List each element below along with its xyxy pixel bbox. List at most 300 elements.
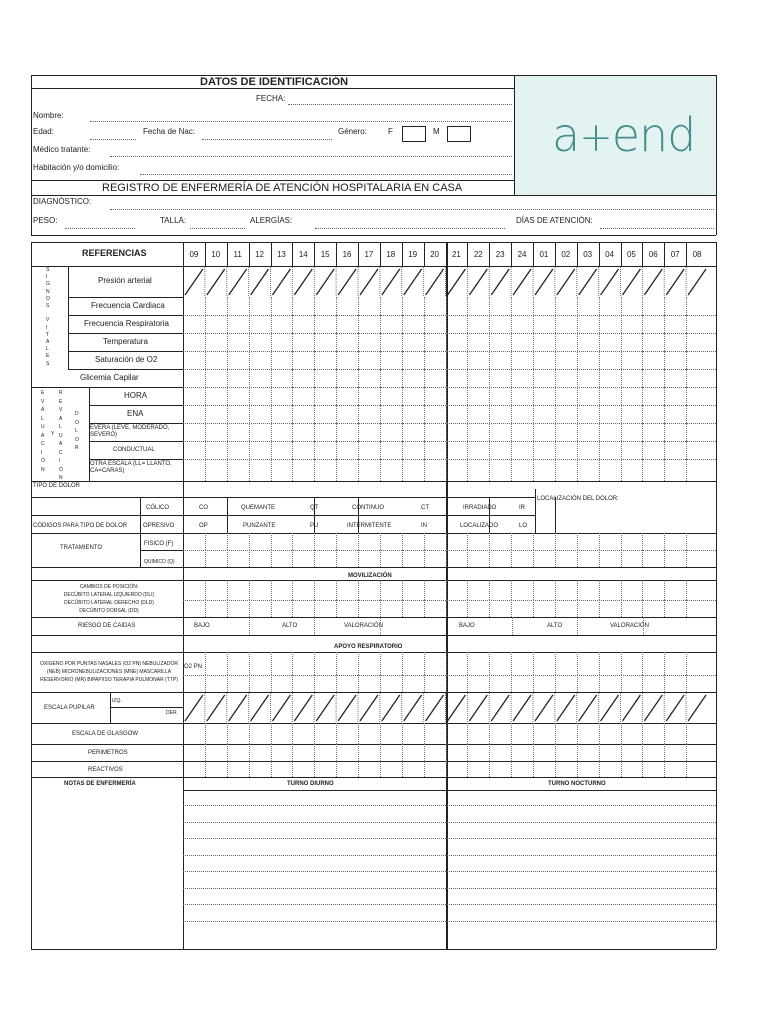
alergias-field[interactable] bbox=[315, 228, 505, 229]
tratamiento-quimico-cell-divider bbox=[205, 550, 206, 567]
hour-label: 13 bbox=[276, 250, 286, 259]
opresivo-label: OPRESIVO bbox=[143, 523, 175, 529]
code-pu: PU bbox=[310, 523, 319, 529]
notes-line[interactable] bbox=[183, 805, 716, 806]
apoyo-a-cell-divider bbox=[358, 652, 359, 675]
vital-row-9-cell-divider bbox=[489, 459, 490, 481]
grid-border bbox=[31, 761, 716, 762]
diagonal-divider bbox=[316, 695, 334, 721]
diagonal-divider bbox=[207, 695, 225, 721]
diagonal-divider bbox=[535, 695, 553, 721]
vital-row-1-cell-divider bbox=[227, 315, 228, 333]
movilizacion-b-cell-divider bbox=[292, 600, 293, 617]
apoyo-b-cell-divider bbox=[686, 675, 687, 692]
grid-border bbox=[31, 387, 183, 388]
movilizacion-a-cell-divider bbox=[292, 580, 293, 600]
notes-line[interactable] bbox=[183, 822, 716, 823]
vital-row-7-cell-divider bbox=[336, 423, 337, 441]
perimetros-cell-divider bbox=[336, 744, 337, 761]
riesgo-valoracion-2: VALORACIÓN bbox=[610, 623, 649, 629]
grid-border bbox=[314, 242, 315, 266]
reval-letter: A bbox=[59, 441, 63, 447]
dolor-letter: O bbox=[75, 436, 79, 443]
eval-letter: A bbox=[41, 432, 45, 439]
diagonal-divider bbox=[338, 269, 356, 295]
diagonal-divider bbox=[316, 269, 334, 295]
dias-field[interactable] bbox=[600, 228, 714, 229]
reactivos-cell-divider bbox=[314, 761, 315, 777]
vital-row-4-cell-divider bbox=[664, 369, 665, 387]
reactivos-cell-divider bbox=[227, 761, 228, 777]
vital-row-3-cell-divider bbox=[271, 351, 272, 369]
vital-row-2-cell-divider bbox=[249, 333, 250, 351]
vital-row-1-cell-divider bbox=[314, 315, 315, 333]
diagnostico-field[interactable] bbox=[110, 209, 714, 210]
apoyo-a-cell-divider bbox=[227, 652, 228, 675]
vital-row-9-cell-divider bbox=[511, 459, 512, 481]
ena-label: ENA bbox=[127, 409, 144, 418]
vital-row-7-cell-divider bbox=[446, 423, 447, 441]
vital-row-5-cell-divider bbox=[621, 387, 622, 405]
cambios-line: DECÚBITO LATERAL IZQUIERDO (DLI) bbox=[63, 592, 155, 598]
vital-row-1-cell-divider bbox=[292, 315, 293, 333]
diagonal-divider bbox=[360, 695, 378, 721]
notas-header: NOTAS DE ENFERMERÍA bbox=[64, 781, 136, 787]
apoyo-a-cell-divider bbox=[205, 652, 206, 675]
vital-row-7-cell-divider bbox=[664, 423, 665, 441]
apoyo-b-cell-divider bbox=[467, 675, 468, 692]
tratamiento-fisico-cell-divider bbox=[577, 533, 578, 550]
grid-border bbox=[314, 497, 315, 533]
o2pn-label: O2 PN bbox=[184, 664, 203, 670]
vital-row-6-cell-divider bbox=[555, 405, 556, 423]
tratamiento-fisico-cell-divider bbox=[533, 533, 534, 550]
fecha-nac-field[interactable] bbox=[202, 139, 332, 140]
vital-row-0-cell-divider bbox=[577, 297, 578, 315]
reactivos-cell-divider bbox=[424, 761, 425, 777]
vital-row-8-cell-divider bbox=[599, 441, 600, 459]
vital-row-3-cell-divider bbox=[249, 351, 250, 369]
fecha-field[interactable] bbox=[288, 104, 512, 105]
grid-border bbox=[716, 242, 717, 949]
vital-row-3-cell-divider bbox=[336, 351, 337, 369]
vital-row-6-cell-divider bbox=[642, 405, 643, 423]
vital-row-1-cell-divider bbox=[489, 315, 490, 333]
apoyo-a-cell-divider bbox=[533, 652, 534, 675]
vital-row-4-cell-divider bbox=[380, 369, 381, 387]
grid-border bbox=[31, 617, 716, 618]
vital-row-6-cell-divider bbox=[511, 405, 512, 423]
quimico-label: QUIMICO (Q) bbox=[144, 559, 175, 565]
grid-border bbox=[402, 242, 403, 266]
y-letter: Y bbox=[51, 431, 55, 437]
vital-row-2-cell-divider bbox=[358, 333, 359, 351]
vital-row-6-cell-divider bbox=[249, 405, 250, 423]
vital-row-0-cell-divider bbox=[467, 297, 468, 315]
cambios-line: CAMBIOS DE POSICIÓN: bbox=[79, 584, 139, 590]
diagonal-divider bbox=[491, 695, 509, 721]
riesgo-alto-2: ALTO bbox=[547, 623, 563, 629]
apoyo-a-cell-divider bbox=[555, 652, 556, 675]
vital-row-8-cell-divider bbox=[336, 441, 337, 459]
movilizacion-a-cell-divider bbox=[642, 580, 643, 600]
signos-letter: G bbox=[46, 281, 50, 288]
tratamiento-quimico-cell-divider bbox=[467, 550, 468, 567]
diagonal-divider bbox=[404, 695, 422, 721]
tratamiento-fisico-cell-divider bbox=[380, 533, 381, 550]
apoyo-a-cell-divider bbox=[292, 652, 293, 675]
vital-row-1-cell-divider bbox=[271, 315, 272, 333]
reactivos-cell-divider bbox=[555, 761, 556, 777]
tratamiento-quimico-cell-divider bbox=[446, 550, 447, 567]
code-irradiado: IRRADIADO bbox=[463, 505, 497, 511]
diagonal-divider bbox=[294, 269, 312, 295]
apoyo-a-cell-divider bbox=[577, 652, 578, 675]
vital-row-1-cell-divider bbox=[642, 315, 643, 333]
apoyo-b-cell-divider bbox=[621, 675, 622, 692]
border bbox=[31, 180, 514, 181]
hour-label: 15 bbox=[320, 250, 330, 259]
vital-row-1-cell-divider bbox=[664, 315, 665, 333]
perimetros-cell-divider bbox=[642, 744, 643, 761]
movilizacion-a-cell-divider bbox=[314, 580, 315, 600]
diagonal-divider bbox=[513, 269, 531, 295]
hour-label: 11 bbox=[233, 250, 242, 259]
notes-line[interactable] bbox=[183, 921, 716, 922]
vital-row-4-cell-divider bbox=[642, 369, 643, 387]
grid-border bbox=[511, 242, 512, 266]
grid-border bbox=[31, 515, 535, 516]
dolor-letter: L bbox=[75, 428, 78, 434]
diagonal-divider bbox=[338, 695, 356, 721]
vital-row-6-cell-divider bbox=[314, 405, 315, 423]
peso-field[interactable] bbox=[65, 228, 135, 229]
diagonal-divider bbox=[426, 269, 444, 295]
escala-pupilar-cells[interactable] bbox=[183, 693, 716, 723]
vital-row-2-cell-divider bbox=[292, 333, 293, 351]
border bbox=[31, 75, 716, 76]
vital-row-4-cell-divider bbox=[467, 369, 468, 387]
vital-row-9-cell-divider bbox=[205, 459, 206, 481]
colico-label: CÓLICO bbox=[146, 505, 170, 511]
reval-letter: C bbox=[59, 449, 63, 456]
vital-row-0-cell-divider bbox=[380, 297, 381, 315]
tratamiento-quimico-cell-divider bbox=[227, 550, 228, 567]
vital-row-0-cell-divider bbox=[642, 297, 643, 315]
vital-row-8-cell-divider bbox=[205, 441, 206, 459]
tipo-dolor-label: TIPO DE DOLOR bbox=[33, 483, 81, 489]
grid-border bbox=[89, 423, 183, 424]
perimetros-cell-divider bbox=[249, 744, 250, 761]
perimetros-cell-divider bbox=[621, 744, 622, 761]
glasgow-cell-divider bbox=[446, 723, 447, 744]
movilizacion-b-cell-divider bbox=[686, 600, 687, 617]
hour-label: 21 bbox=[451, 250, 461, 259]
nombre-label: Nombre: bbox=[33, 111, 64, 120]
movilizacion-b-cell-divider bbox=[336, 600, 337, 617]
cambios-line: DECÚBITO LATERAL DERECHO (DLD) bbox=[64, 600, 154, 606]
movilizacion-b-cell-divider bbox=[271, 600, 272, 617]
apoyo-a-cell-divider bbox=[336, 652, 337, 675]
movilizacion-a-cell-divider bbox=[489, 580, 490, 600]
nombre-field[interactable] bbox=[90, 121, 512, 122]
vital-row-1-cell-divider bbox=[336, 315, 337, 333]
grid-border bbox=[380, 242, 381, 266]
code-op: OP bbox=[199, 523, 208, 529]
movilizacion-b-cell-divider bbox=[599, 600, 600, 617]
vital-row-6-cell-divider bbox=[686, 405, 687, 423]
reactivos-cell-divider bbox=[489, 761, 490, 777]
eval-letter: C bbox=[41, 441, 45, 447]
medico-field[interactable] bbox=[110, 156, 512, 157]
vital-row-9-cell-divider bbox=[249, 459, 250, 481]
vital-row-8-cell-divider bbox=[489, 441, 490, 459]
glasgow-cell-divider bbox=[642, 723, 643, 744]
movilizacion-b-cell-divider bbox=[402, 600, 403, 617]
vital-row-7-line bbox=[183, 441, 716, 442]
vital-row-5-cell-divider bbox=[227, 387, 228, 405]
riesgo-divider bbox=[314, 617, 315, 635]
vital-row-1-cell-divider bbox=[205, 315, 206, 333]
vital-row-4-cell-divider bbox=[271, 369, 272, 387]
signos-letter: E bbox=[46, 353, 50, 360]
vital-row-0-cell-divider bbox=[686, 297, 687, 315]
apoyo-a-cell-divider bbox=[599, 652, 600, 675]
turno-nocturno-header: TURNO NOCTURNO bbox=[548, 781, 606, 787]
diagonal-divider bbox=[426, 695, 444, 721]
grid-border bbox=[68, 297, 183, 298]
genero-label: Género: bbox=[338, 127, 367, 136]
vital-row-3-cell-divider bbox=[292, 351, 293, 369]
vital-row-1-cell-divider bbox=[686, 315, 687, 333]
diagonal-divider bbox=[382, 695, 400, 721]
grid-border bbox=[89, 441, 183, 442]
vital-row-0-cell-divider bbox=[664, 297, 665, 315]
vital-row-8-cell-divider bbox=[642, 441, 643, 459]
hour-label: 10 bbox=[211, 250, 221, 259]
movilizacion-b-cell-divider bbox=[446, 600, 447, 617]
diagonal-divider bbox=[513, 695, 531, 721]
vital-row-9-cell-divider bbox=[446, 459, 447, 481]
grid-border bbox=[535, 489, 536, 533]
fecha-nac-label: Fecha de Nac: bbox=[143, 127, 196, 136]
vital-row-3-cell-divider bbox=[467, 351, 468, 369]
vital-row-6-cell-divider bbox=[227, 405, 228, 423]
hour-label: 03 bbox=[583, 250, 593, 259]
vital-row-6-cell-divider bbox=[577, 405, 578, 423]
referencias-header: REFERENCIAS bbox=[82, 248, 147, 258]
genero-f-checkbox[interactable] bbox=[402, 126, 426, 142]
glasgow-cell-divider bbox=[467, 723, 468, 744]
glasgow-label: ESCALA DE GLASGOW bbox=[72, 731, 139, 737]
vital-row-5-cell-divider bbox=[249, 387, 250, 405]
grid-border bbox=[31, 242, 716, 243]
grid-border bbox=[31, 692, 716, 693]
eval-letter: L bbox=[41, 415, 44, 422]
perimetros-cell-divider bbox=[205, 744, 206, 761]
tratamiento-quimico-cell-divider bbox=[424, 550, 425, 567]
vital-row-5-cell-divider bbox=[664, 387, 665, 405]
tratamiento-fisico-cell-divider bbox=[599, 533, 600, 550]
vital-row-3-cell-divider bbox=[205, 351, 206, 369]
grid-border bbox=[68, 333, 183, 334]
reval-letter: R bbox=[59, 390, 63, 396]
notes-line[interactable] bbox=[183, 855, 716, 856]
movilizacion-a-cell-divider bbox=[621, 580, 622, 600]
code-lo: LO bbox=[519, 523, 528, 529]
eval-letter: Ó bbox=[41, 458, 45, 464]
vital-row-3-cell-divider bbox=[621, 351, 622, 369]
habitacion-label: Habitación y/o domicilio: bbox=[33, 163, 120, 172]
habitacion-field[interactable] bbox=[140, 174, 512, 175]
apoyo-b-cell-divider bbox=[227, 675, 228, 692]
tratamiento-fisico-cell-divider bbox=[686, 533, 687, 550]
vital-row-0-cell-divider bbox=[511, 297, 512, 315]
vital-row-4-cell-divider bbox=[511, 369, 512, 387]
apoyo-a-cell-divider bbox=[511, 652, 512, 675]
reactivos-cell-divider bbox=[511, 761, 512, 777]
vital-row-8-cell-divider bbox=[686, 441, 687, 459]
vital-row-5-cell-divider bbox=[686, 387, 687, 405]
reval-letter: E bbox=[59, 398, 63, 405]
perimetros-cell-divider bbox=[271, 744, 272, 761]
notes-line[interactable] bbox=[183, 871, 716, 872]
glasgow-cell-divider bbox=[402, 723, 403, 744]
eval-letter: U bbox=[41, 424, 45, 430]
grid-border bbox=[642, 242, 643, 266]
notes-line[interactable] bbox=[183, 838, 716, 839]
diagonal-divider bbox=[601, 695, 619, 721]
diagonal-divider bbox=[360, 269, 378, 295]
genero-m-checkbox[interactable] bbox=[447, 126, 471, 142]
vital-row-7-cell-divider bbox=[292, 423, 293, 441]
hour-label: 14 bbox=[298, 250, 308, 259]
tratamiento-fisico-cell-divider bbox=[336, 533, 337, 550]
vital-row-1-cell-divider bbox=[467, 315, 468, 333]
atend-logo: a+end bbox=[552, 108, 696, 162]
hour-label: 07 bbox=[670, 250, 680, 259]
movilizacion-a-cell-divider bbox=[664, 580, 665, 600]
signos-letter: I bbox=[46, 324, 48, 331]
movilizacion-b-cell-divider bbox=[511, 600, 512, 617]
diagonal-divider bbox=[688, 695, 706, 721]
hour-label: 23 bbox=[495, 250, 505, 259]
talla-field[interactable] bbox=[190, 228, 245, 229]
vital-row-8-cell-divider bbox=[511, 441, 512, 459]
riesgo-label: RIESGO DE CAIDAS bbox=[78, 623, 136, 629]
vital-row-8-cell-divider bbox=[555, 441, 556, 459]
vital-row-5-cell-divider bbox=[402, 387, 403, 405]
grid-border bbox=[358, 497, 359, 533]
movilizacion-a-cell-divider bbox=[511, 580, 512, 600]
vital-row-6-cell-divider bbox=[336, 405, 337, 423]
apoyo-b-cell-divider bbox=[555, 675, 556, 692]
medico-label: Médico tratante: bbox=[33, 145, 91, 154]
notes-line[interactable] bbox=[183, 904, 716, 905]
fisico-label: FISICO (F) bbox=[144, 541, 174, 547]
riesgo-bajo-1: BAJO bbox=[194, 623, 210, 629]
vital-row-7-cell-divider bbox=[577, 423, 578, 441]
dolor-letter: O bbox=[75, 419, 79, 426]
vital-row-0-cell-divider bbox=[446, 297, 447, 315]
movilizacion-a-cell-divider bbox=[402, 580, 403, 600]
perimetros-cell-divider bbox=[577, 744, 578, 761]
apoyo-header: APOYO RESPIRATORIO bbox=[334, 644, 403, 650]
grid-border bbox=[227, 497, 228, 533]
vital-row-6-cell-divider bbox=[664, 405, 665, 423]
presion-label: Presión arterial bbox=[98, 276, 152, 285]
vital-row-5-cell-divider bbox=[380, 387, 381, 405]
vital-row-3-cell-divider bbox=[642, 351, 643, 369]
tratamiento-quimico-cell-divider bbox=[555, 550, 556, 567]
movilizacion-b-cell-divider bbox=[249, 600, 250, 617]
diagonal-divider bbox=[448, 695, 466, 721]
movilizacion-a-cell-divider bbox=[205, 580, 206, 600]
vital-row-9-cell-divider bbox=[577, 459, 578, 481]
vital-row-0-cell-divider bbox=[424, 297, 425, 315]
vital-row-1-cell-divider bbox=[555, 315, 556, 333]
tratamiento-fisico-cell-divider bbox=[424, 533, 425, 550]
vital-row-5-cell-divider bbox=[358, 387, 359, 405]
der-label: DER. bbox=[166, 710, 178, 716]
tratamiento-quimico-cell-divider bbox=[642, 550, 643, 567]
vital-row-2-cell-divider bbox=[555, 333, 556, 351]
grid-border bbox=[577, 242, 578, 266]
oxigeno-label bbox=[34, 660, 184, 684]
movilizacion-a-cell-divider bbox=[227, 580, 228, 600]
grid-border bbox=[489, 497, 490, 533]
tratamiento-fisico-cell-divider bbox=[402, 533, 403, 550]
movilizacion-b-cell-divider bbox=[380, 600, 381, 617]
vital-row-9-cell-divider bbox=[271, 459, 272, 481]
diagonal-divider bbox=[294, 695, 312, 721]
grid-border bbox=[599, 242, 600, 266]
riesgo-divider bbox=[249, 617, 250, 635]
diagonal-divider bbox=[251, 695, 269, 721]
vital-row-3-cell-divider bbox=[555, 351, 556, 369]
vital-row-6-cell-divider bbox=[424, 405, 425, 423]
diagonal-divider bbox=[229, 269, 247, 295]
tratamiento-quimico-cell-divider bbox=[402, 550, 403, 567]
edad-field[interactable] bbox=[90, 139, 136, 140]
signos-letter: I bbox=[46, 274, 48, 281]
apoyo-b-cell-divider bbox=[358, 675, 359, 692]
glasgow-cell-divider bbox=[577, 723, 578, 744]
vital-row-6-cell-divider bbox=[271, 405, 272, 423]
notes-line[interactable] bbox=[183, 888, 716, 889]
hour-label: 19 bbox=[408, 250, 418, 259]
glasgow-cell-divider bbox=[336, 723, 337, 744]
presion-arterial-cells[interactable] bbox=[183, 267, 716, 297]
hour-label: 22 bbox=[473, 250, 483, 259]
diagonal-divider bbox=[666, 269, 684, 295]
vital-row-6-cell-divider bbox=[402, 405, 403, 423]
tratamiento-quimico-cell-divider bbox=[380, 550, 381, 567]
border bbox=[31, 88, 514, 89]
vital-row-0-cell-divider bbox=[621, 297, 622, 315]
tratamiento-fisico-cell-divider bbox=[205, 533, 206, 550]
vital-row-8-cell-divider bbox=[271, 441, 272, 459]
vital-row-3-cell-divider bbox=[424, 351, 425, 369]
localizacion-label: LOCALIZACIÓN DEL DOLOR: bbox=[537, 496, 619, 502]
diagonal-divider bbox=[535, 269, 553, 295]
vital-row-7-cell-divider bbox=[271, 423, 272, 441]
grid-border bbox=[140, 550, 183, 551]
vital-row-0-cell-divider bbox=[227, 297, 228, 315]
vital-row-7-cell-divider bbox=[314, 423, 315, 441]
vital-row-2-cell-divider bbox=[599, 333, 600, 351]
vital-row-3-cell-divider bbox=[380, 351, 381, 369]
